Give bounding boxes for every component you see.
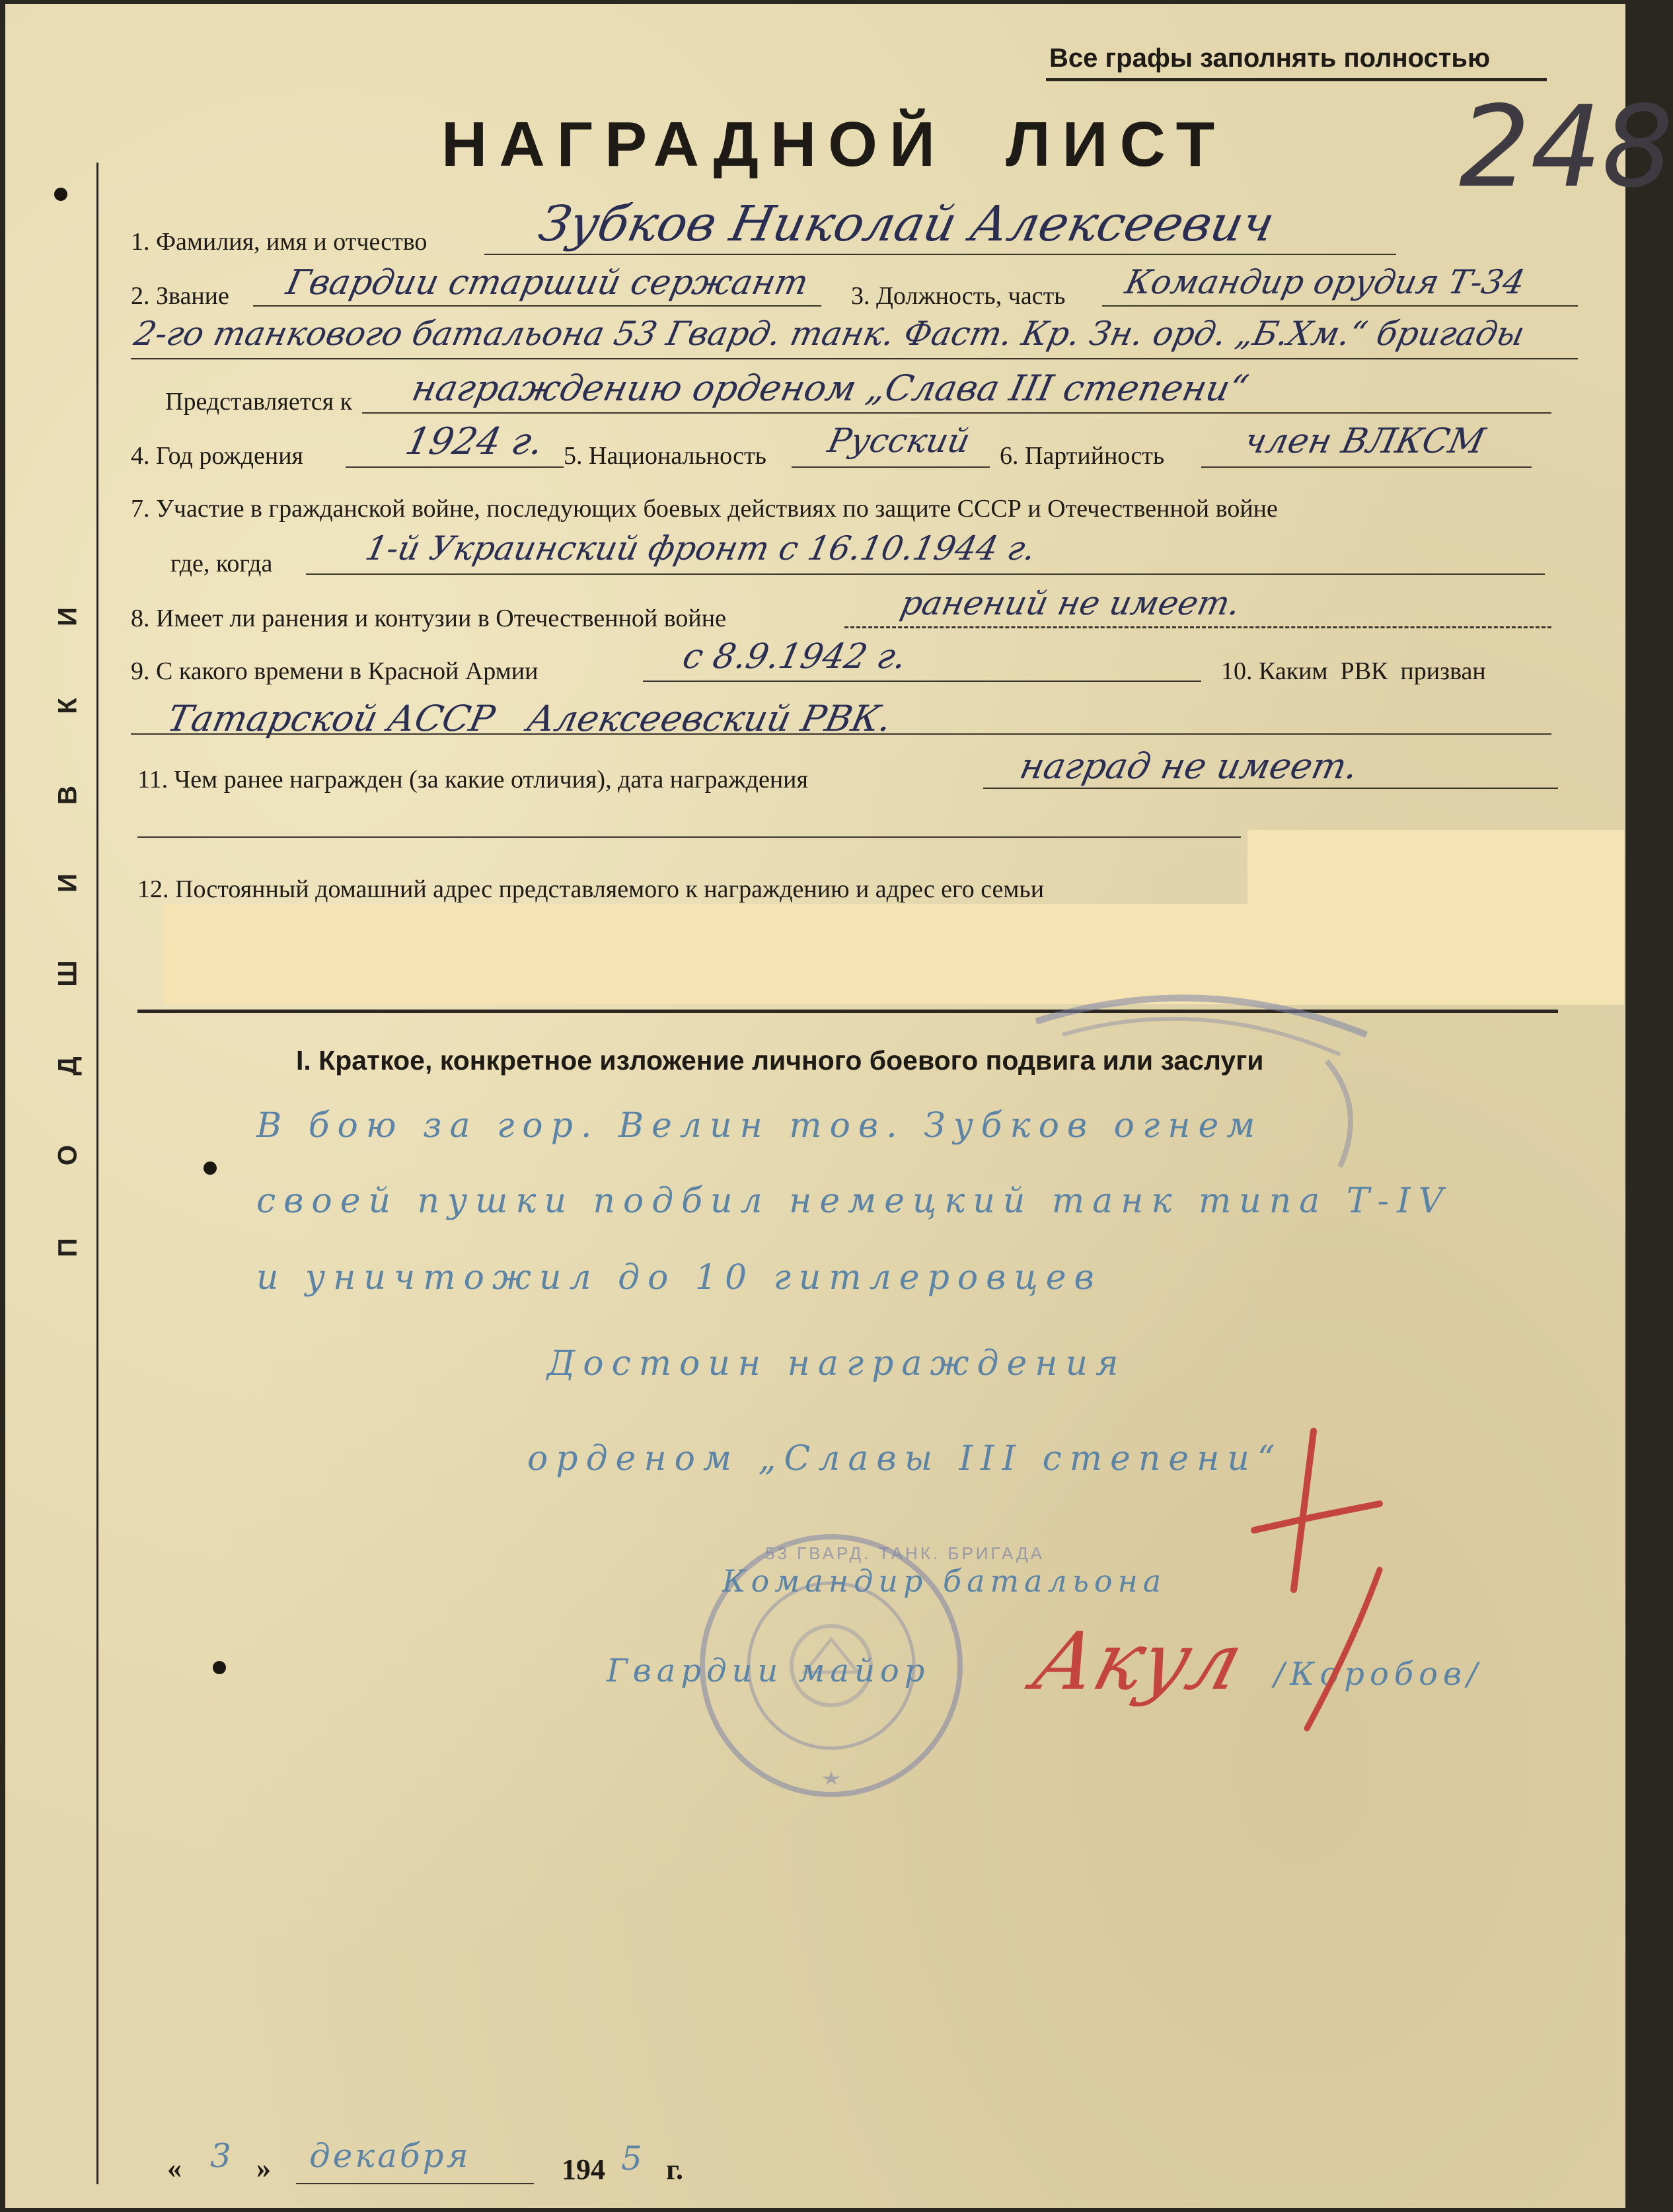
stamp-text: 53 ГВАРД. ТАНК. БРИГАДА xyxy=(765,1543,1045,1563)
punch-hole xyxy=(204,1161,217,1175)
signature-title-2: Гвардии майор xyxy=(607,1652,930,1689)
field-6-line xyxy=(1201,466,1532,468)
side-letter: И xyxy=(53,607,83,626)
left-margin-line xyxy=(96,163,98,2184)
presented-line xyxy=(362,412,1551,414)
field-4-line xyxy=(346,466,564,468)
field-1-line xyxy=(484,254,1396,255)
field-3-value: Командир орудия Т-34 xyxy=(1122,263,1529,301)
side-letter: И xyxy=(53,873,83,893)
signer-name: /Коробов/ xyxy=(1274,1656,1483,1693)
side-letter: О xyxy=(53,1144,83,1166)
field-6-value: член ВЛКСМ xyxy=(1241,422,1489,461)
field-11-label: 11. Чем ранее награжден (за какие отличия), дата награждения xyxy=(137,766,808,793)
field-4-value: 1924 г. xyxy=(402,420,548,463)
field-7-line xyxy=(306,573,1545,575)
field-9-line xyxy=(643,681,1201,682)
header-note-underline xyxy=(1046,78,1547,81)
field-2-line xyxy=(253,305,821,307)
field-10-label: 10. Каким РВК призван xyxy=(1221,657,1486,685)
feat-line-4: Достоин награждения xyxy=(547,1344,1127,1383)
field-2-label: 2. Звание xyxy=(131,282,229,310)
field-2-value: Гвардии старший сержант xyxy=(283,263,812,303)
signature: Акул xyxy=(1023,1616,1253,1708)
presented-value: награждению орденом „Слава III степени“ xyxy=(408,367,1253,409)
feat-line-1: В бою за гор. Велин тов. Зубков огнем xyxy=(256,1106,1263,1146)
page-title: НАГРАДНОЙ ЛИСТ xyxy=(441,109,1227,180)
field-5-label: 5. Национальность xyxy=(564,442,766,470)
field-10-value: Татарской АССР Алексеевский РВК. xyxy=(164,698,896,739)
upper-stamp xyxy=(1023,1008,1380,1180)
field-11-line-2 xyxy=(137,836,1241,838)
field-8-value: ранений не имеет. xyxy=(897,584,1244,622)
field-5-value: Русский xyxy=(825,422,974,460)
field-6-label: 6. Партийность xyxy=(1000,442,1165,470)
side-letter: П xyxy=(53,1238,83,1257)
section-1-heading: I. Краткое, конкретное изложение личного боевого подвига или заслуги xyxy=(296,1045,1264,1076)
red-check-mark xyxy=(1214,1424,1399,1742)
feat-line-2: своей пушки подбил немецкий танк типа Т-IV xyxy=(256,1181,1452,1221)
punch-hole xyxy=(54,188,67,201)
field-9-label: 9. С какого времени в Красной Армии xyxy=(131,657,539,685)
field-10-line xyxy=(131,733,1551,735)
feat-line-3: и уничтожил до 10 гитлеровцев xyxy=(256,1258,1102,1298)
side-letter: Д xyxy=(53,1056,83,1076)
side-letter: В xyxy=(53,786,83,805)
redaction-block xyxy=(164,904,1624,1004)
field-8-label: 8. Имеет ли ранения и контузии в Отечественной войне xyxy=(131,605,726,632)
date-day: 3 xyxy=(210,2137,239,2175)
date-month: декабря xyxy=(309,2137,471,2175)
field-7-label-2: где, когда xyxy=(170,550,273,577)
signature-title-1: Командир батальона xyxy=(722,1563,1167,1599)
date-close-quote: » xyxy=(256,2152,271,2184)
field-3-label: 3. Должность, часть xyxy=(851,282,1066,310)
field-4-label: 4. Год рождения xyxy=(131,442,304,470)
field-7-label-1: 7. Участие в гражданской войне, последующих боевых действиях по защите СССР и Отечественной войне xyxy=(131,495,1278,523)
archive-number: 248 xyxy=(1459,82,1673,213)
field-3-cont-line xyxy=(131,358,1578,359)
field-8-line xyxy=(844,626,1551,628)
date-year-prefix: 194 xyxy=(562,2153,605,2186)
field-9-value: с 8.9.1942 г. xyxy=(679,637,911,677)
field-3-value-cont: 2-го танкового батальона 53 Гвард. танк. Фаст. Кр. Зн. орд. „Б.Хм.“ бригады xyxy=(131,314,1528,353)
redaction-block xyxy=(1247,830,1624,904)
side-letter: Ш xyxy=(53,960,83,987)
side-letter: К xyxy=(53,698,83,714)
presented-label: Представляется к xyxy=(165,388,353,416)
field-11-line xyxy=(983,788,1558,789)
header-note: Все графы заполнять полностью xyxy=(1049,44,1491,73)
award-sheet xyxy=(5,4,1673,2208)
feat-line-5: орденом „Славы III степени“ xyxy=(527,1439,1283,1479)
field-11-value: наград не имеет. xyxy=(1016,745,1362,787)
punch-hole xyxy=(213,1661,226,1674)
date-suffix: г. xyxy=(666,2153,684,2186)
date-month-line xyxy=(296,2183,534,2184)
field-1-label: 1. Фамилия, имя и отчество xyxy=(131,228,428,256)
field-3-line xyxy=(1102,305,1578,307)
field-7-value: 1-й Украинский фронт с 16.10.1944 г. xyxy=(362,529,1039,568)
field-12-label: 12. Постоянный домашний адрес представляемого к награждению и адрес его семьи xyxy=(137,875,1045,903)
date-year-suffix: 5 xyxy=(621,2139,650,2178)
field-5-line xyxy=(792,466,990,468)
field-1-value: Зубков Николай Алексеевич xyxy=(534,196,1280,252)
date-open-quote: « xyxy=(167,2152,182,2184)
